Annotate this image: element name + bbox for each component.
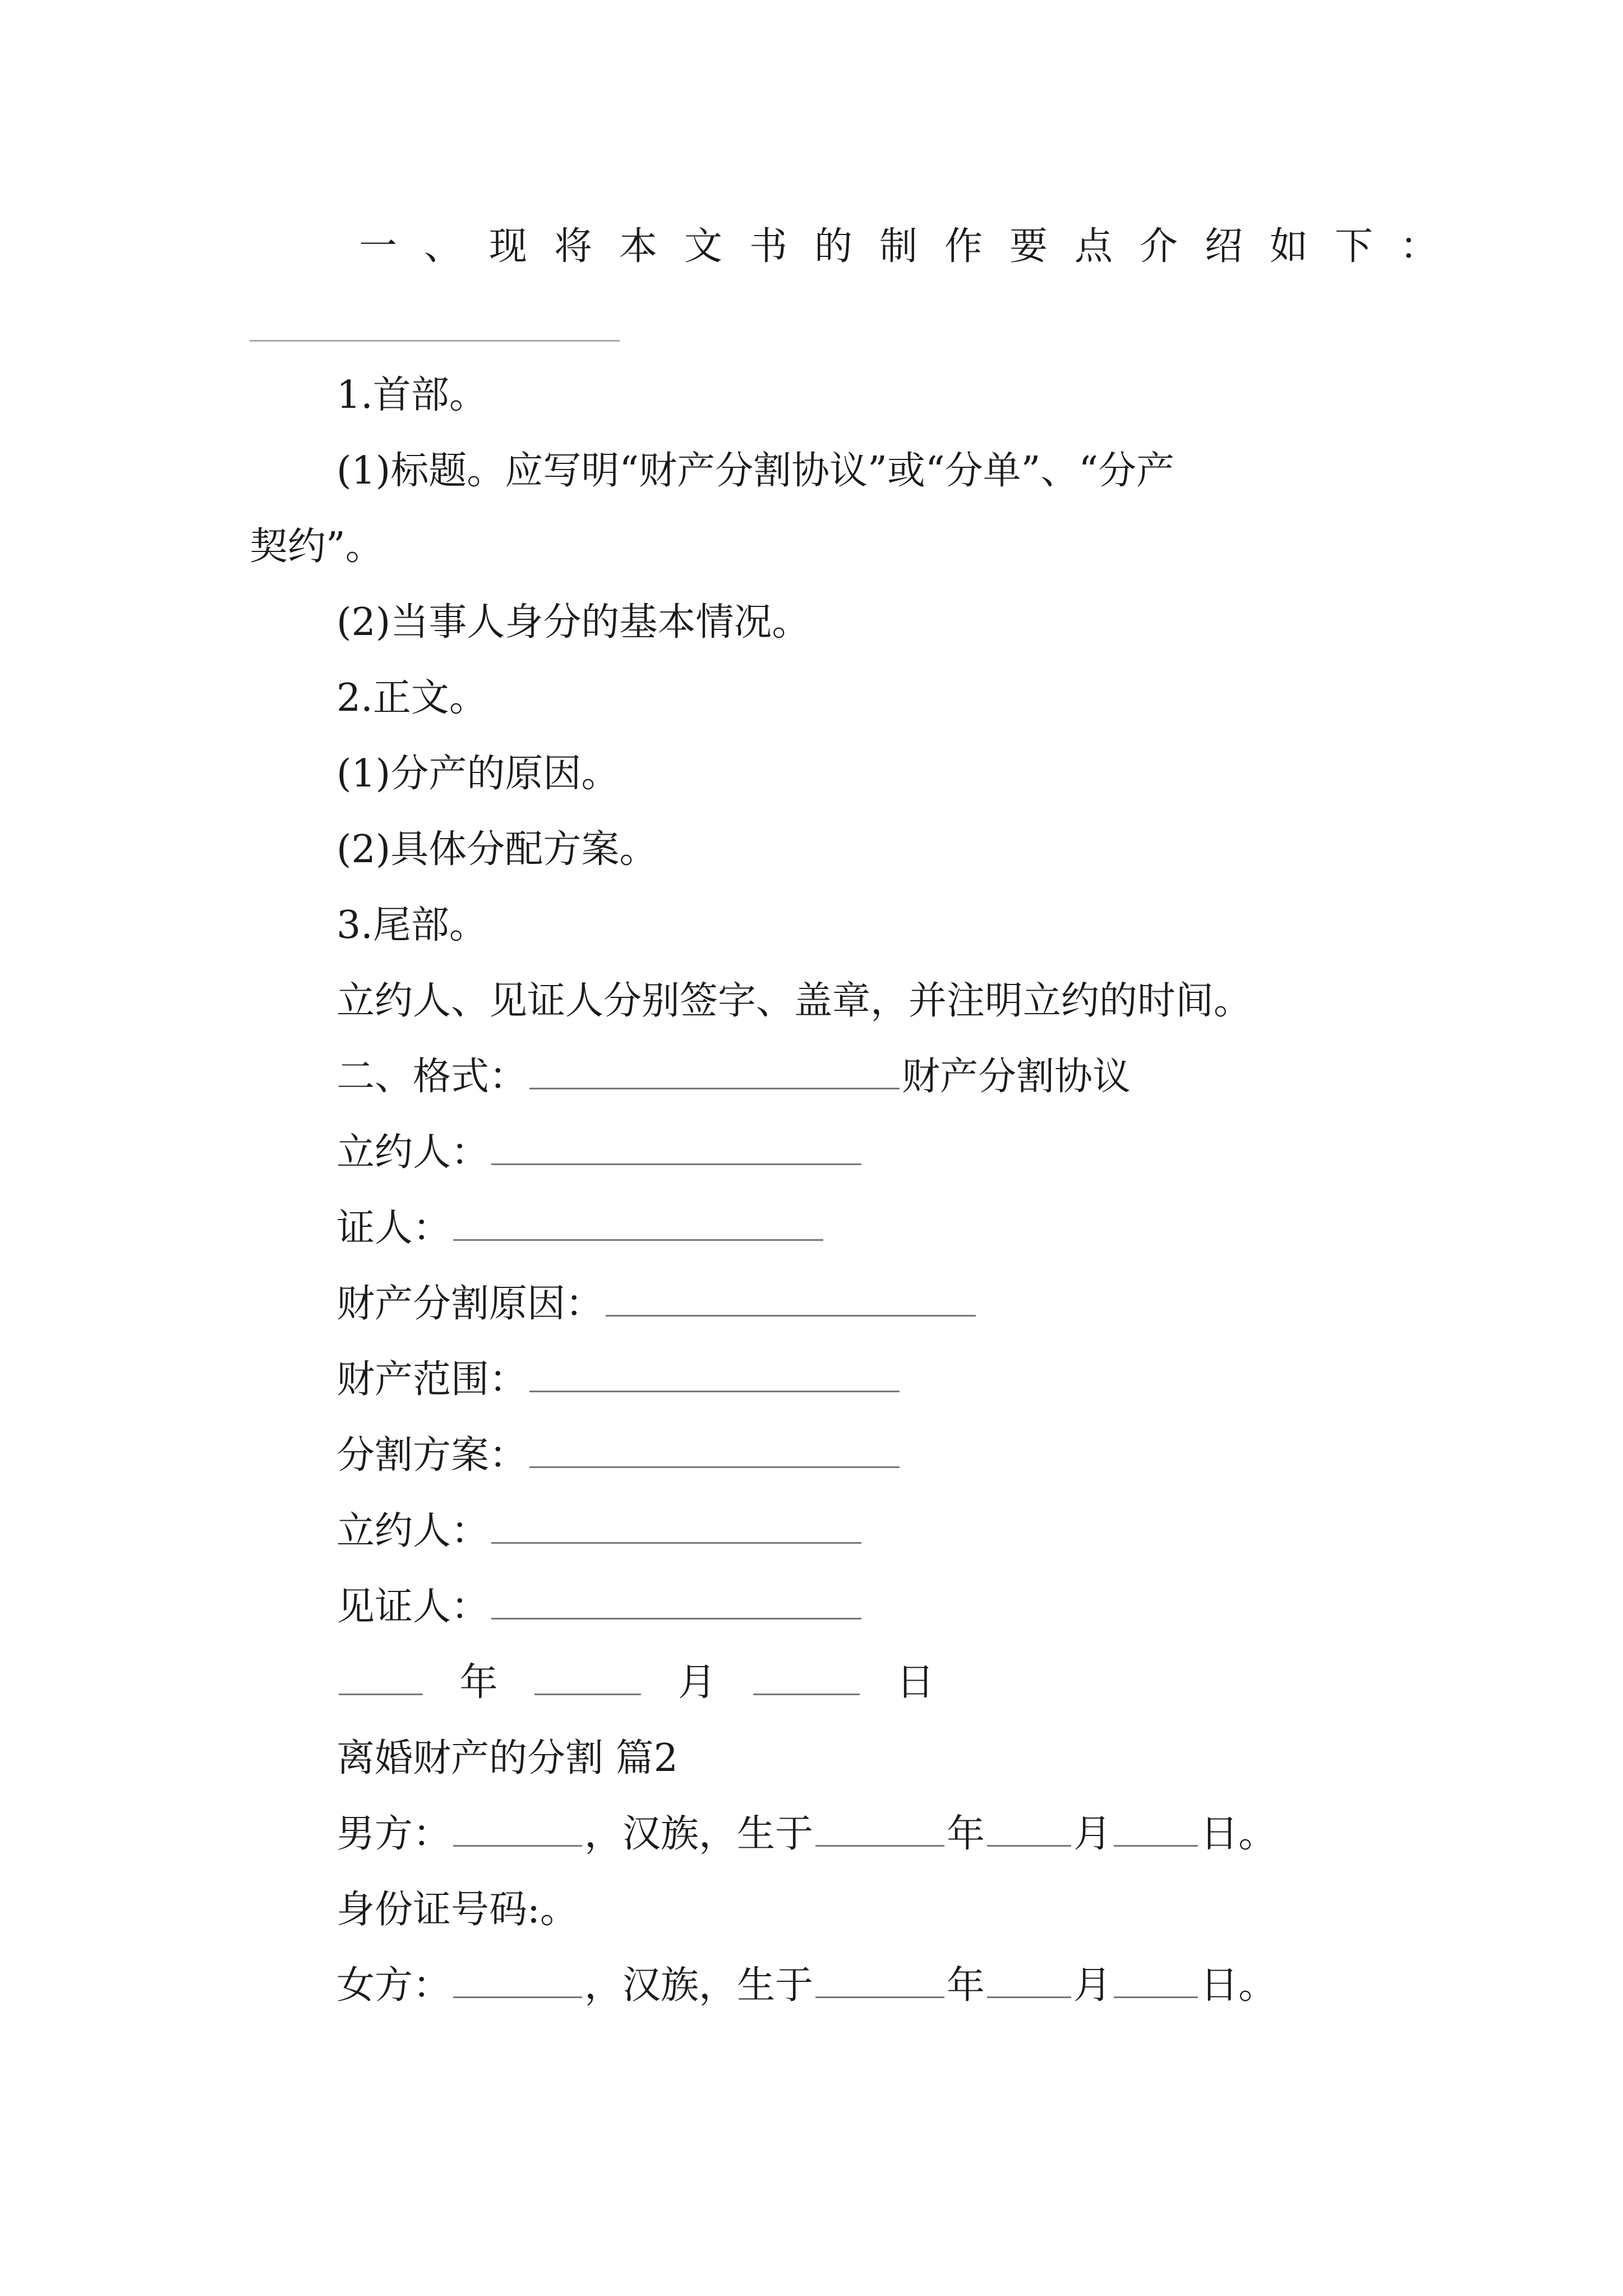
heading-divider <box>250 340 620 342</box>
field-witness-short-label: 证人： <box>336 1206 451 1250</box>
format-line <box>336 1049 1131 1105</box>
female-year-blank[interactable] <box>815 1962 944 1998</box>
item-party-info: (2)当事人身分的基本情况。 <box>336 600 810 645</box>
male-day-blank[interactable] <box>1114 1810 1198 1847</box>
item-header-part: 1.首部。 <box>336 373 487 417</box>
item-signing-note: 立约人、见证人分别签字、盖章，并注明立约的时间。 <box>336 979 1252 1023</box>
male-label: 男方： <box>336 1812 451 1856</box>
format-label: 二、格式： <box>336 1055 528 1099</box>
format-title: 财产分割协议 <box>902 1055 1131 1099</box>
male-year-label: 年 <box>947 1812 985 1856</box>
item-title-line2: 契约”。 <box>250 524 384 569</box>
male-day-label: 日。 <box>1200 1812 1277 1856</box>
female-month-label: 月 <box>1073 1963 1112 2008</box>
field-plan <box>336 1428 902 1484</box>
item-plan: (2)具体分配方案。 <box>336 827 658 872</box>
date-month-label: 月 <box>677 1660 716 1705</box>
field-party-blank[interactable] <box>491 1129 861 1165</box>
date-year-blank[interactable] <box>339 1659 423 1695</box>
date-day-blank[interactable] <box>753 1659 860 1695</box>
section-heading: 一、现将本文书的制作要点介绍如下： <box>359 224 1465 269</box>
field-reason-label: 财产分割原因： <box>336 1282 604 1326</box>
field-scope-label: 财产范围： <box>336 1358 528 1402</box>
field-witness-label: 见证人： <box>336 1585 490 1629</box>
item-title-line1: (1)标题。应写明“财产分割协议”或“分单”、“分产 <box>336 449 1175 493</box>
field-party2 <box>336 1503 864 1559</box>
field-plan-label: 分割方案： <box>336 1433 528 1478</box>
field-scope-blank[interactable] <box>529 1356 900 1392</box>
field-witness-blank[interactable] <box>491 1583 861 1619</box>
female-line <box>336 1958 1276 2014</box>
field-plan-blank[interactable] <box>529 1432 900 1468</box>
female-day-blank[interactable] <box>1114 1962 1198 1998</box>
female-day-label: 日。 <box>1200 1963 1277 2008</box>
female-year-label: 年 <box>947 1963 985 2008</box>
section2-title: 离婚财产的分割 篇2 <box>336 1736 678 1780</box>
male-year-blank[interactable] <box>815 1810 944 1847</box>
female-name-blank[interactable] <box>453 1962 582 1998</box>
date-line <box>336 1655 957 1711</box>
female-label: 女方： <box>336 1963 451 2008</box>
field-party-label: 立约人： <box>336 1130 490 1175</box>
male-name-blank[interactable] <box>453 1810 582 1847</box>
format-blank[interactable] <box>529 1053 900 1089</box>
female-ethnic: ，汉族，生于 <box>584 1963 814 2008</box>
male-month-label: 月 <box>1073 1812 1112 1856</box>
date-year-label: 年 <box>459 1660 498 1705</box>
item-reason: (1)分产的原因。 <box>336 752 620 796</box>
date-month-blank[interactable] <box>534 1659 641 1695</box>
field-reason <box>336 1276 978 1332</box>
male-month-blank[interactable] <box>987 1810 1071 1847</box>
field-witness <box>336 1579 864 1635</box>
field-witness-short <box>336 1200 826 1257</box>
date-day-label: 日 <box>896 1660 935 1705</box>
field-party2-blank[interactable] <box>491 1507 861 1544</box>
male-ethnic: ，汉族，生于 <box>584 1812 814 1856</box>
field-witness-short-blank[interactable] <box>453 1204 823 1241</box>
male-line <box>336 1806 1276 1862</box>
id-line: 身份证号码:。 <box>336 1888 578 1932</box>
field-reason-blank[interactable] <box>606 1280 976 1317</box>
field-party <box>336 1125 864 1181</box>
item-end-part: 3.尾部。 <box>336 903 487 947</box>
field-party2-label: 立约人： <box>336 1509 490 1553</box>
item-body-part: 2.正文。 <box>336 676 487 720</box>
female-month-blank[interactable] <box>987 1962 1071 1998</box>
field-scope <box>336 1352 902 1408</box>
